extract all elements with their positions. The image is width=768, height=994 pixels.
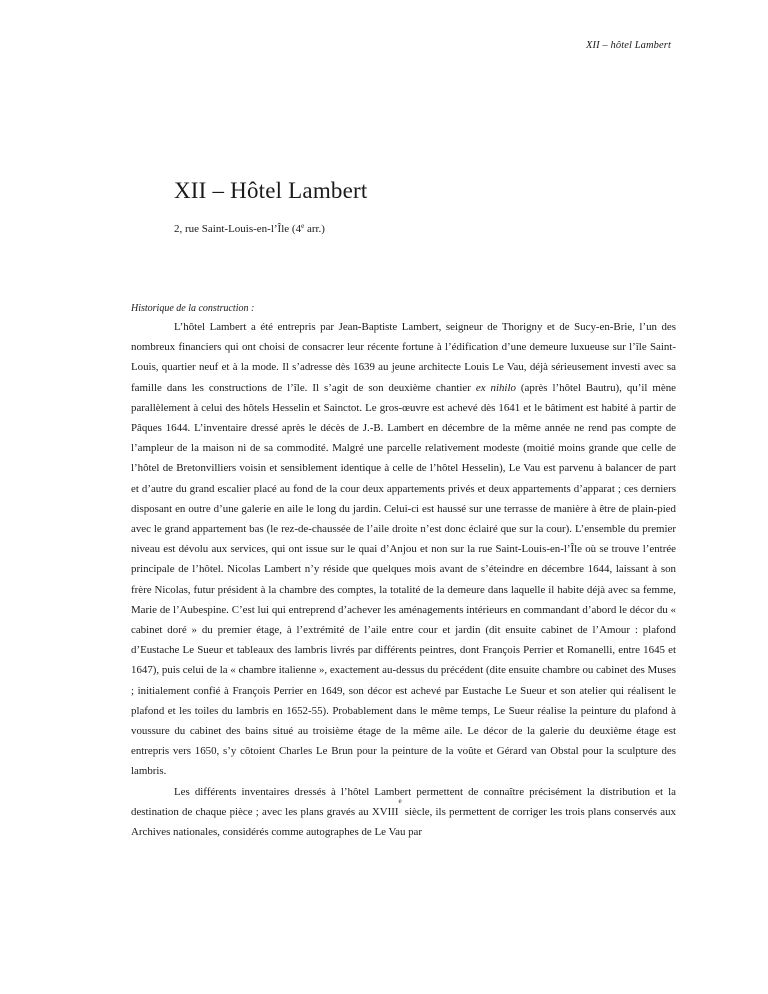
paragraph-1 [131, 317, 676, 782]
chapter-address [174, 223, 325, 235]
address-main: 2, rue Saint-Louis-en-l’Île (4 [174, 223, 302, 235]
paragraph-1-text-b: (après l’hôtel Bautru), qu’il mène parallèlement à celui des hôtels Hesselin et Sainctot. Le gros-œuvre est achevé dès 1641 et le bâtiment est habité à partir de Pâques 1644. L’inventaire dressé après le décès de J.-B. Lambert en décembre de la même année ne rend pas compte de l’ampleur de la maison ni de sa commodité. Malgré une parcelle relativement modeste (moitié moins grande que celle de l’hôtel de Bretonvilliers voisin et sensiblement identique à celle de l’hôtel Hesselin), Le Vau est parvenu à balancer de part et d’autre du grand escalier placé au fond de la cour deux appartements privés et deux appartements d’apparat ; ces derniers disposant en outre d’une galerie en aile le long du jardin. Celui-ci est haussé sur une terrasse de manière à être de plain-pied avec le grand appartement bas (le rez-de-chaussée de l’aile droite n’est donc éclairé que sur la cour). L’ensemble du premier niveau est dévolu aux services, qui ont issue sur le quai d’Anjou et non sur la rue Saint-Louis-en-l’Île où se trouve l’entrée principale de l’hôtel. Nicolas Lambert n’y réside que quelques mois avant de s’éteindre en décembre 1644, laissant à son frère Nicolas, futur président à la chambre des comptes, la totalité de la demeure dans laquelle il habite déjà avec sa femme, Marie de l’Aubespine. C’est lui qui entreprend d’achever les aménagements intérieurs en commandant d’abord le décor du « cabinet doré » du premier étage, à l’extrémité de l’aile entre cour et jardin (dit ensuite cabinet de l’Amour : plafond d’Eustache Le Sueur et tableaux des lambris livrés par différents peintres, dont François Perrier et Romanelli, entre 1645 et 1647), puis celui de la « chambre italienne », exactement au-dessus du précédent (dite ensuite chambre ou cabinet des Muses ; initialement confié à François Perrier en 1649, son décor est achevé par Eustache Le Sueur et son atelier qui réalisent le plafond et les toiles du lambris en 1652-55). Probablement dans le même temps, Le Sueur réalise la peinture du plafond à voussure du cabinet des bains situé au troisième étage de la même aile. Le décor de la galerie du deuxième étage est entrepris vers 1650, s’y côtoient Charles Le Brun pour la peinture de la voûte et Gérard van Obstal pour la sculpture des lambris. [131, 381, 676, 778]
chapter-title: XII – Hôtel Lambert [174, 178, 368, 203]
paragraph-2 [131, 782, 676, 843]
address-end: arr.) [304, 223, 325, 235]
paragraph-2-text-b: siècle, ils permettent de corriger les trois plans conservés aux Archives nationales, considérés comme autographes de Le Vau par [131, 805, 676, 839]
paragraph-1-text-a: L’hôtel Lambert a été entrepris par Jean-Baptiste Lambert, seigneur de Thorigny et de Sucy-en-Brie, l’un des nombreux financiers qui ont choisi de consacrer leur récente fortune à l’édification d’une demeure luxueuse sur l’île Saint-Louis, quartier neuf et à la mode. Il s’adresse dès 1639 au jeune architecte Louis Le Vau, déjà sérieusement investi avec sa famille dans les constructions de l’île. Il s’agit de son deuxième chantier [131, 321, 676, 394]
paragraph-2-text-a: Les différents inventaires dressés à l’hôtel Lambert permettent de connaître précisément la distribution et la destination de chaque pièce ; avec les plans gravés au XVIII [131, 785, 676, 818]
running-header: XII – hôtel Lambert [585, 40, 671, 51]
paragraph-1-italic: ex nihilo [475, 381, 516, 394]
section-heading: Historique de la construction : [131, 303, 255, 314]
body-text [131, 317, 676, 842]
century-ordinal: e [398, 796, 402, 805]
address-ordinal: e [301, 222, 305, 230]
